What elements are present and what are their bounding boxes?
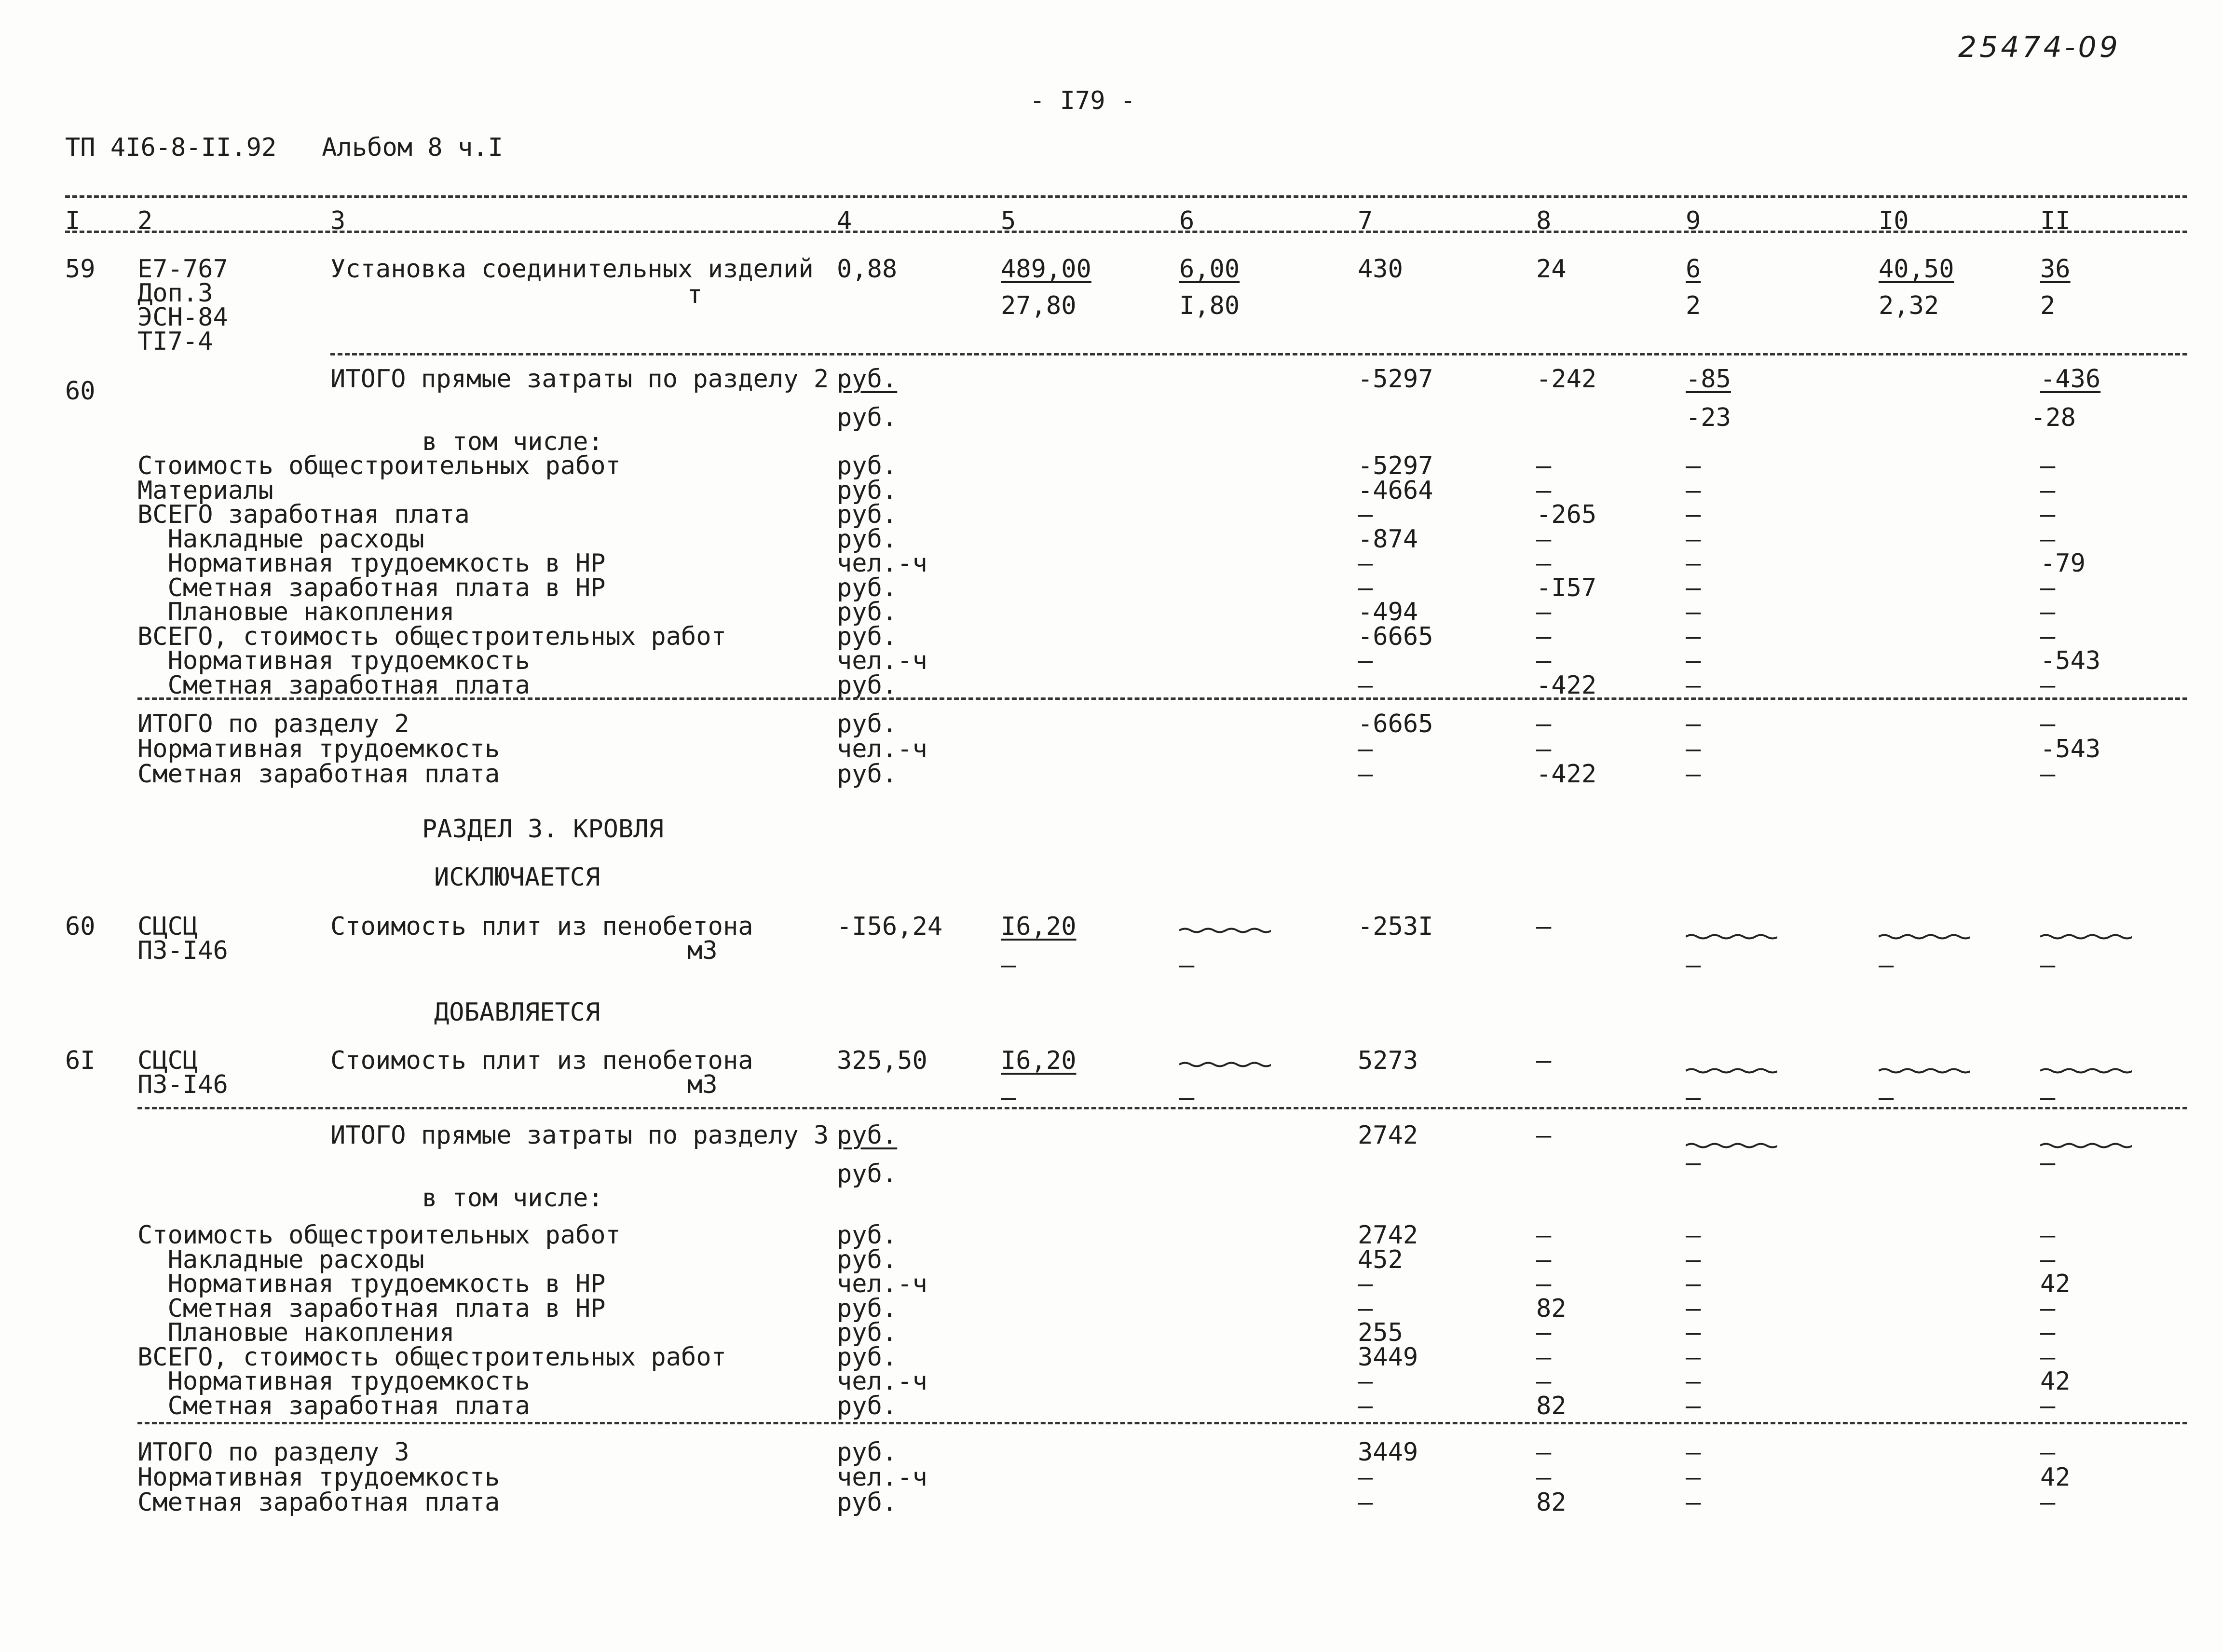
line-unit: руб. — [837, 760, 898, 789]
cell-c8: 24 — [1536, 255, 1567, 284]
line-unit: руб. — [837, 710, 898, 738]
cell-c7: – — [1358, 671, 1373, 700]
cell-c7: 3449 — [1358, 1343, 1418, 1372]
col-num-9: 9 — [1686, 206, 1701, 235]
line-label: Накладные расходы — [137, 525, 424, 554]
row-unit: м3 — [687, 1070, 718, 1099]
cell-c8: – — [1536, 735, 1552, 764]
cell-c8: – — [1536, 646, 1552, 675]
cell-c5: I6,20 — [1001, 1046, 1077, 1075]
cell-c5-sub: – — [1001, 951, 1016, 980]
row-code: ПЗ-I46 — [137, 1070, 228, 1099]
line-label: Сметная заработная плата в НР — [137, 573, 606, 602]
cell-c8: – — [1536, 1318, 1552, 1347]
line-label: ВСЕГО, стоимость общестроительных работ — [137, 622, 726, 651]
cell-c11-sub: – — [2040, 1083, 2056, 1112]
cell-c11: – — [2040, 1392, 2056, 1420]
cell-c8: -422 — [1536, 671, 1597, 700]
line-label: Сметная заработная плата — [137, 1488, 500, 1517]
cell-c6-sub: – — [1179, 951, 1195, 980]
cell-c7: 2742 — [1358, 1121, 1418, 1150]
squiggle-mark — [2040, 1142, 2132, 1149]
cell-c5: 489,00 — [1001, 255, 1091, 284]
cell-c8: – — [1536, 1367, 1552, 1396]
cell-c9: – — [1686, 735, 1701, 764]
cell-c8: 82 — [1536, 1488, 1567, 1517]
line-label: Плановые накопления — [137, 598, 455, 627]
cell-c11: – — [2040, 525, 2056, 554]
dashed-rule — [137, 697, 2187, 700]
cell-c7: 5273 — [1358, 1046, 1418, 1075]
cell-c9: – — [1686, 1343, 1701, 1372]
row-name: Установка соединительных изделий — [330, 255, 814, 284]
album-header: ТП 4I6-8-II.92 Альбом 8 ч.I — [65, 133, 503, 162]
cell-c7: 452 — [1358, 1245, 1403, 1274]
cell-c8: – — [1536, 451, 1552, 480]
cell-c9: – — [1686, 760, 1701, 789]
cell-c11: 42 — [2040, 1270, 2071, 1298]
col-num-1: I — [65, 206, 81, 235]
cell-c8: – — [1536, 476, 1552, 505]
including-label: в том числе: — [422, 1184, 603, 1213]
added-heading: ДОБАВЛЯЕТСЯ — [434, 998, 600, 1027]
cell-c9: – — [1686, 1438, 1701, 1467]
cell-c7: -5297 — [1358, 451, 1433, 480]
cell-c11: – — [2040, 451, 2056, 480]
cell-c8: 82 — [1536, 1392, 1567, 1420]
cell-c7: – — [1358, 646, 1373, 675]
cell-c11: – — [2040, 573, 2056, 602]
cell-c8: – — [1536, 1221, 1552, 1250]
cell-c8: – — [1536, 1463, 1552, 1492]
cell-c11: – — [2040, 1343, 2056, 1372]
page-number: - I79 - — [1030, 86, 1136, 115]
line-label: Стоимость общестроительных работ — [137, 451, 621, 480]
cell-c5: I6,20 — [1001, 912, 1077, 941]
line-unit: руб. — [837, 573, 898, 602]
col-num-7: 7 — [1358, 206, 1373, 235]
row-quantity: 0,88 — [837, 255, 898, 284]
cell-c11: – — [2040, 1221, 2056, 1250]
line-label: Нормативная трудоемкость в НР — [137, 1270, 606, 1298]
line-unit: руб. — [837, 1438, 898, 1467]
cell-c9: – — [1686, 1488, 1701, 1517]
col-num-2: 2 — [137, 206, 153, 235]
cell-c9: – — [1686, 1270, 1701, 1298]
line-label: ВСЕГО заработная плата — [137, 500, 470, 529]
cell-c5-sub: – — [1001, 1083, 1016, 1112]
line-unit: руб. — [837, 1318, 898, 1347]
cell-c7: – — [1358, 1463, 1373, 1492]
col-num-10: I0 — [1879, 206, 1909, 235]
cell-c11: – — [2040, 598, 2056, 627]
squiggle-mark — [1686, 1142, 1777, 1149]
cell-c9: – — [1686, 500, 1701, 529]
cell-c8: – — [1536, 912, 1552, 941]
line-label: Сметная заработная плата — [137, 1392, 530, 1420]
cell-c9: – — [1686, 646, 1701, 675]
cell-c11: – — [2040, 476, 2056, 505]
cell-c8: – — [1536, 1343, 1552, 1372]
cell-c8: – — [1536, 1438, 1552, 1467]
line-unit: руб. — [837, 622, 898, 651]
dashed-rule — [330, 353, 2187, 355]
row-unit: руб. — [837, 1121, 898, 1150]
row-quantity: 325,50 — [837, 1046, 927, 1075]
cell-c8: – — [1536, 549, 1552, 578]
squiggle-mark — [1179, 1061, 1271, 1068]
cell-c11: -543 — [2040, 735, 2101, 764]
cell-c9-sub: -23 — [1686, 403, 1731, 432]
cell-c7: 430 — [1358, 255, 1403, 284]
line-unit: руб. — [837, 598, 898, 627]
cell-c7: 3449 — [1358, 1438, 1418, 1467]
row-number: 59 — [65, 255, 95, 284]
cell-c8: – — [1536, 622, 1552, 651]
line-unit: руб. — [837, 525, 898, 554]
cell-c11: – — [2040, 1488, 2056, 1517]
cell-c8: – — [1536, 1121, 1552, 1150]
cell-c9: – — [1686, 1294, 1701, 1323]
row-code: ТI7-4 — [137, 327, 213, 356]
row-code: ЭСН-84 — [137, 303, 228, 332]
line-unit: чел.-ч — [837, 1367, 927, 1396]
cell-c7: – — [1358, 1294, 1373, 1323]
row-unit: руб. — [837, 1160, 898, 1188]
cell-c11: 42 — [2040, 1367, 2071, 1396]
cell-c9: – — [1686, 1318, 1701, 1347]
line-unit: руб. — [837, 1221, 898, 1250]
cell-c11: – — [2040, 1438, 2056, 1467]
cell-c9: – — [1686, 525, 1701, 554]
cell-c8: 82 — [1536, 1294, 1567, 1323]
cell-c9: – — [1686, 671, 1701, 700]
col-num-6: 6 — [1179, 206, 1195, 235]
cell-c11-sub: – — [2040, 1148, 2056, 1177]
line-unit: руб. — [837, 1488, 898, 1517]
cell-c9-sub: – — [1686, 1083, 1701, 1112]
line-unit: руб. — [837, 1343, 898, 1372]
cell-c11: -543 — [2040, 646, 2101, 675]
line-label: ВСЕГО, стоимость общестроительных работ — [137, 1343, 726, 1372]
cell-c9: – — [1686, 622, 1701, 651]
line-unit: чел.-ч — [837, 1463, 927, 1492]
line-unit: руб. — [837, 451, 898, 480]
row-number: 6I — [65, 1046, 95, 1075]
cell-c6-sub: – — [1179, 1083, 1195, 1112]
cell-c11: – — [2040, 500, 2056, 529]
cell-c7: -5297 — [1358, 365, 1433, 394]
line-label: Накладные расходы — [137, 1245, 424, 1274]
cell-c9-sub: – — [1686, 1148, 1701, 1177]
cell-c9: – — [1686, 573, 1701, 602]
cell-c10-sub: – — [1879, 1083, 1894, 1112]
col-num-3: 3 — [330, 206, 346, 235]
row-unit: руб. — [837, 403, 898, 432]
cell-c9-sub: 2 — [1686, 291, 1701, 320]
cell-c9: – — [1686, 598, 1701, 627]
squiggle-mark — [2040, 1067, 2132, 1074]
cell-c11: – — [2040, 1294, 2056, 1323]
row-code: ПЗ-I46 — [137, 936, 228, 965]
cell-c8: -242 — [1536, 365, 1597, 394]
line-label: Стоимость общестроительных работ — [137, 1221, 621, 1250]
cell-c7: – — [1358, 1392, 1373, 1420]
cell-c7: – — [1358, 573, 1373, 602]
line-unit: чел.-ч — [837, 549, 927, 578]
cell-c11: – — [2040, 1318, 2056, 1347]
cell-c5-sub: 27,80 — [1001, 291, 1077, 320]
row-code: Е7-767 — [137, 255, 228, 284]
cell-c11: – — [2040, 671, 2056, 700]
including-label: в том числе: — [422, 427, 603, 456]
row-name: Стоимость плит из пенобетона — [330, 1046, 753, 1075]
line-unit: руб. — [837, 1294, 898, 1323]
squiggle-mark — [1879, 1067, 1970, 1074]
cell-c7: -6665 — [1358, 710, 1433, 738]
cell-c7: 2742 — [1358, 1221, 1418, 1250]
cell-c7: – — [1358, 1367, 1373, 1396]
cell-c7: – — [1358, 549, 1373, 578]
cell-c7: – — [1358, 760, 1373, 789]
cell-c11: – — [2040, 622, 2056, 651]
line-label: Нормативная трудоемкость — [137, 735, 500, 764]
squiggle-mark — [1179, 927, 1271, 934]
line-unit: руб. — [837, 1392, 898, 1420]
document-id: 25474-09 — [1958, 30, 2121, 64]
cell-c7: -253I — [1358, 912, 1433, 941]
row-quantity: -I56,24 — [837, 912, 943, 941]
cell-c11: -436 — [2040, 365, 2101, 394]
cell-c9-sub: – — [1686, 951, 1701, 980]
line-unit: руб. — [837, 476, 898, 505]
row-unit: м3 — [687, 936, 718, 965]
section-total-title: ИТОГО прямые затраты по разделу 3 — [330, 1121, 829, 1150]
squiggle-mark — [1879, 933, 1970, 940]
line-label: Сметная заработная плата в НР — [137, 1294, 606, 1323]
cell-c6: 6,00 — [1179, 255, 1240, 284]
line-label: Нормативная трудоемкость — [137, 1367, 530, 1396]
cell-c9: – — [1686, 1367, 1701, 1396]
cell-c7: 255 — [1358, 1318, 1403, 1347]
cell-c8: – — [1536, 1245, 1552, 1274]
cell-c9: – — [1686, 1392, 1701, 1420]
line-label: Материалы — [137, 476, 273, 505]
squiggle-mark — [2040, 933, 2132, 940]
cell-c7: – — [1358, 1488, 1373, 1517]
cell-c8: -I57 — [1536, 573, 1597, 602]
row-code: Доп.3 — [137, 279, 213, 308]
col-num-8: 8 — [1536, 206, 1552, 235]
dashed-rule — [137, 1107, 2187, 1109]
col-num-5: 5 — [1001, 206, 1016, 235]
cell-c8: -265 — [1536, 500, 1597, 529]
line-label: ИТОГО по разделу 2 — [137, 710, 409, 738]
excluded-heading: ИСКЛЮЧАЕТСЯ — [434, 863, 600, 892]
section-heading: РАЗДЕЛ 3. КРОВЛЯ — [422, 815, 664, 844]
squiggle-mark — [1686, 1067, 1777, 1074]
cell-c11: – — [2040, 1245, 2056, 1274]
line-label: Нормативная трудоемкость в НР — [137, 549, 606, 578]
cell-c9: -85 — [1686, 365, 1731, 394]
cell-c10-sub: – — [1879, 951, 1894, 980]
cell-c10: 40,50 — [1879, 255, 1954, 284]
cell-c8: – — [1536, 598, 1552, 627]
line-unit: руб. — [837, 1245, 898, 1274]
cell-c7: -4664 — [1358, 476, 1433, 505]
line-label: Сметная заработная плата — [137, 671, 530, 700]
line-label: ИТОГО по разделу 3 — [137, 1438, 409, 1467]
line-label: Нормативная трудоемкость — [137, 1463, 500, 1492]
cell-c7: -494 — [1358, 598, 1418, 627]
row-name: Стоимость плит из пенобетона — [330, 912, 753, 941]
squiggle-mark — [1686, 933, 1777, 940]
cell-c8: -422 — [1536, 760, 1597, 789]
cell-c7: -6665 — [1358, 622, 1433, 651]
cell-c9: – — [1686, 451, 1701, 480]
cell-c11-sub: -28 — [2031, 403, 2076, 432]
cell-c9: – — [1686, 476, 1701, 505]
row-unit: т — [687, 280, 703, 309]
line-unit: руб. — [837, 671, 898, 700]
cell-c7: – — [1358, 735, 1373, 764]
cell-c9: 6 — [1686, 255, 1701, 284]
cell-c6-sub: I,80 — [1179, 291, 1240, 320]
cell-c11: -79 — [2040, 549, 2086, 578]
cell-c7: – — [1358, 1270, 1373, 1298]
dashed-rule — [65, 195, 2187, 198]
cell-c8: – — [1536, 710, 1552, 738]
section-total-title: ИТОГО прямые затраты по разделу 2 — [330, 365, 829, 394]
cell-c11: – — [2040, 710, 2056, 738]
cell-c9: – — [1686, 710, 1701, 738]
line-unit: руб. — [837, 500, 898, 529]
row-code: СЦСЦ — [137, 1046, 198, 1075]
cell-c9: – — [1686, 1245, 1701, 1274]
row-number: 60 — [65, 912, 95, 941]
cell-c11-sub: 2 — [2040, 291, 2056, 320]
cell-c9: – — [1686, 549, 1701, 578]
cell-c11-sub: – — [2040, 951, 2056, 980]
line-unit: чел.-ч — [837, 735, 927, 764]
cell-c9: – — [1686, 1463, 1701, 1492]
cell-c7: -874 — [1358, 525, 1418, 554]
cell-c8: – — [1536, 525, 1552, 554]
line-unit: чел.-ч — [837, 646, 927, 675]
cell-c8: – — [1536, 1046, 1552, 1075]
line-label: Сметная заработная плата — [137, 760, 500, 789]
line-label: Плановые накопления — [137, 1318, 455, 1347]
col-num-4: 4 — [837, 206, 852, 235]
line-unit: чел.-ч — [837, 1270, 927, 1298]
cell-c11: 42 — [2040, 1463, 2071, 1492]
row-code: СЦСЦ — [137, 912, 198, 941]
dashed-rule — [137, 1422, 2187, 1424]
col-num-11: II — [2040, 206, 2071, 235]
cell-c11: 36 — [2040, 255, 2071, 284]
row-unit: руб. — [837, 365, 898, 394]
cell-c7: – — [1358, 500, 1373, 529]
cell-c11: – — [2040, 760, 2056, 789]
dashed-rule — [65, 231, 2187, 233]
cell-c10-sub: 2,32 — [1879, 291, 1939, 320]
line-label: Нормативная трудоемкость — [137, 646, 530, 675]
row-number: 60 — [65, 377, 95, 406]
cell-c9: – — [1686, 1221, 1701, 1250]
cell-c8: – — [1536, 1270, 1552, 1298]
